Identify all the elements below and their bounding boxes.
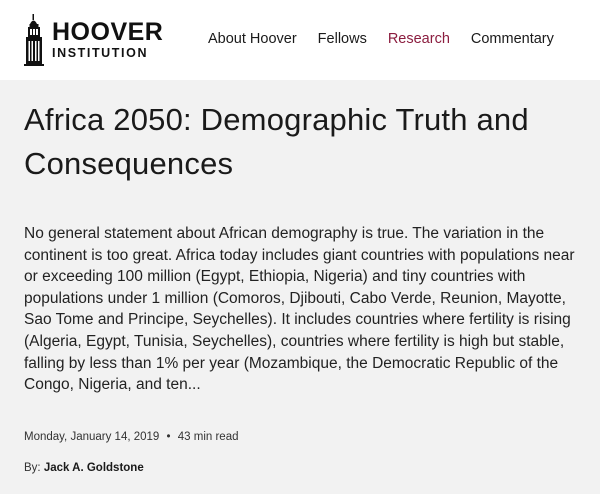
read-time: 43 min read	[177, 431, 239, 443]
nav-commentary[interactable]: Commentary	[470, 31, 554, 47]
logo-text	[52, 20, 163, 60]
main-nav	[208, 31, 554, 47]
byline-prefix: By:	[24, 462, 44, 474]
nav-fellows[interactable]: Fellows	[317, 31, 367, 47]
article-meta	[24, 431, 239, 443]
hoover-tower-icon	[22, 14, 46, 66]
publish-date: Monday, January 14, 2019	[24, 431, 160, 443]
logo-line1: HOOVER	[52, 18, 164, 47]
site-header	[0, 0, 600, 80]
meta-separator: •	[166, 431, 171, 443]
hoover-logo[interactable]	[22, 10, 163, 70]
logo-line2: INSTITUTION	[52, 46, 149, 61]
nav-research[interactable]: Research	[387, 31, 450, 47]
byline	[24, 462, 144, 474]
page-title: Africa 2050: Demographic Truth and Consequences	[24, 102, 529, 181]
article-content	[0, 80, 600, 494]
nav-about-hoover[interactable]: About Hoover	[208, 31, 297, 47]
author-link[interactable]: Jack A. Goldstone	[43, 462, 144, 474]
article-summary: No general statement about African demography is true. The variation in the continent is too great. Africa today includes giant countries with populations near or exceeding 100 million (Egypt, Ethiopia, Nigeria) and tiny countries with populations under 1 million (Comoros, Djibouti, Cabo Verde, Reunion, Mayotte, Sao Tome and Principe, Seychelles). It includes countries where fertility is rising (Algeria, Egypt, Tunisia, Seychelles), countries where fertility is high but stable, falling by less than 1% per year (Mozambique, the Democratic Republic of the Congo, Nigeria, and ten...	[24, 225, 575, 394]
